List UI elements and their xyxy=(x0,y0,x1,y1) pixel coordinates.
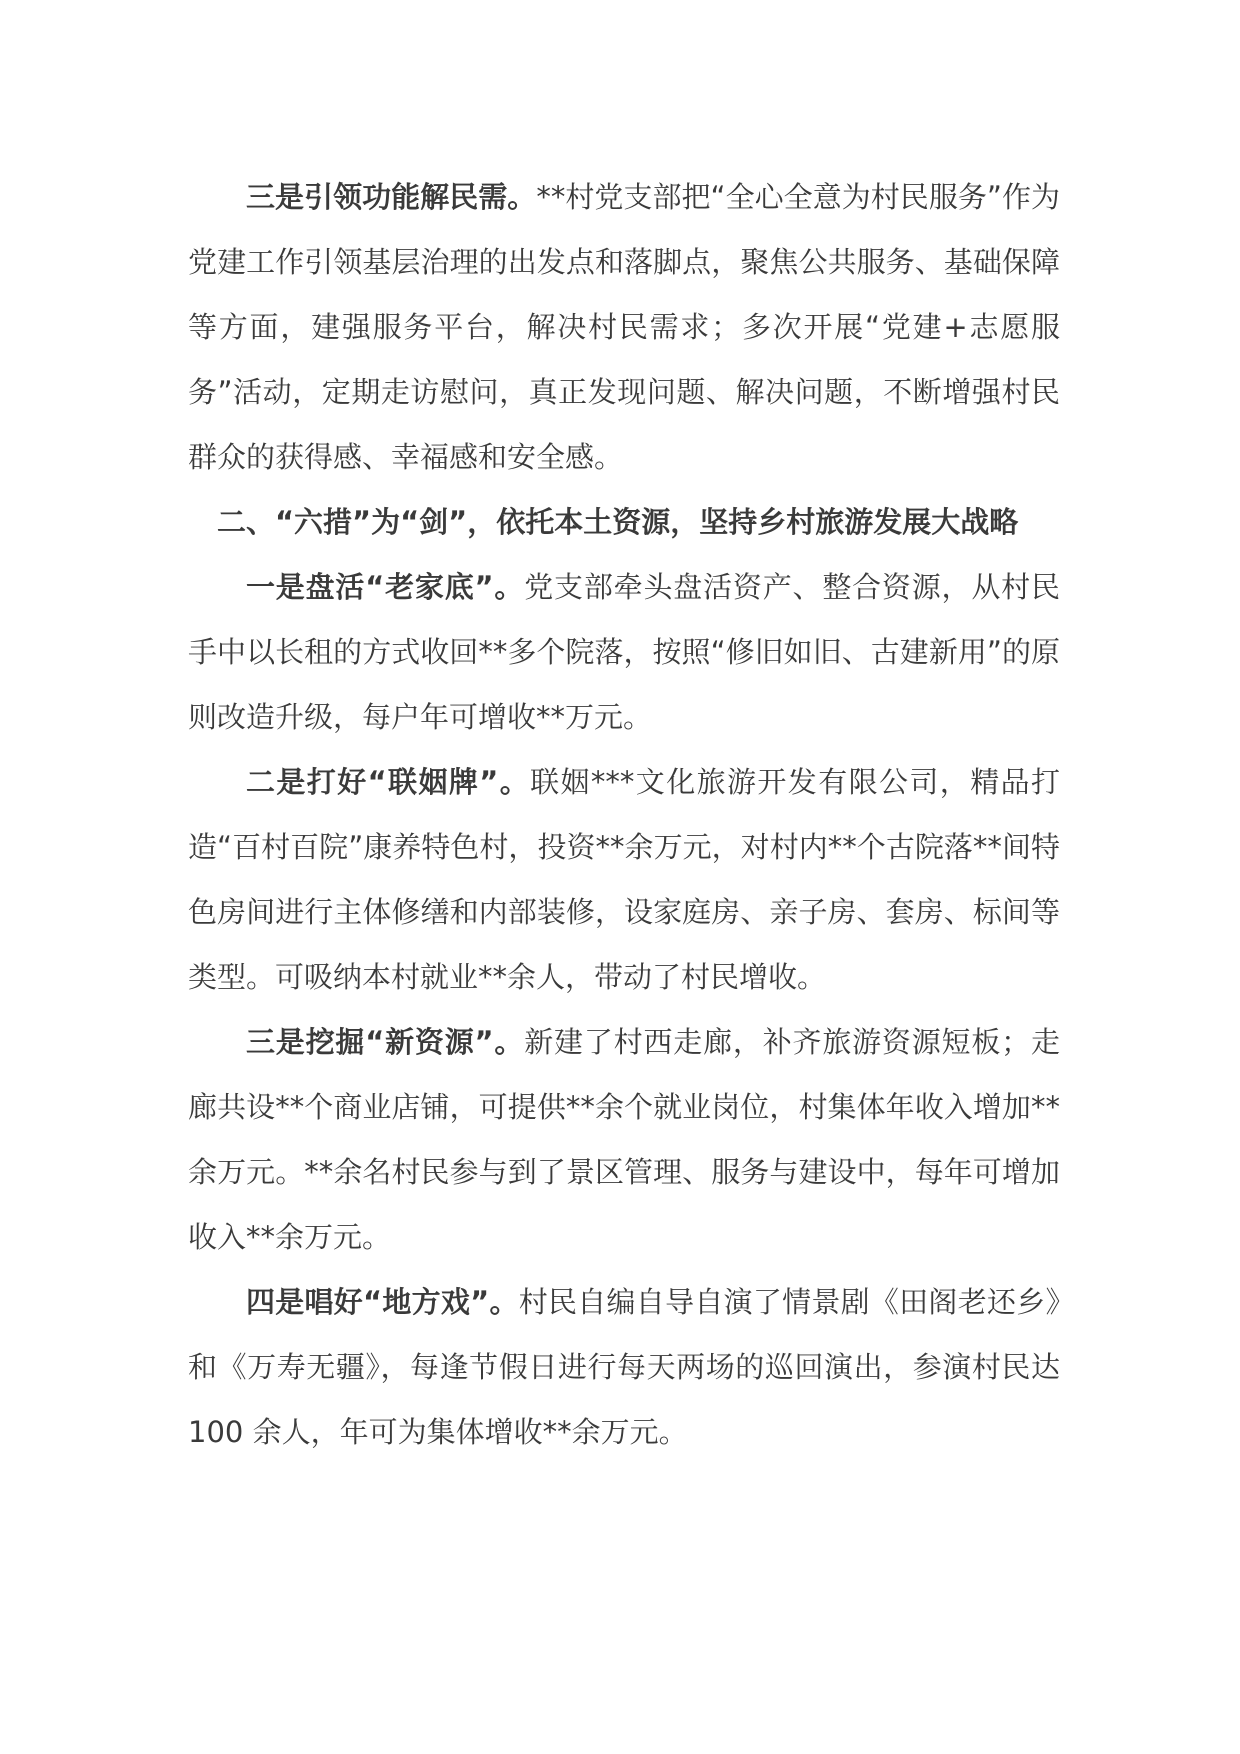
paragraph-body: 党支部牵头盘活资产、整合资源，从村民手中以长租的方式收回**多个院落，按照“修旧如旧、古建新用”的原则改造升级，每户年可增收**万元。 xyxy=(188,570,1060,734)
paragraph-body: 联姻***文化旅游开发有限公司，精品打造“百村百院”康养特色村，投资**余万元，对村内**个古院落**间特色房间进行主体修缮和内部装修，设家庭房、亲子房、套房、标间等类型。可吸纳本村就业**余人，带动了村民增收。 xyxy=(188,765,1060,994)
paragraph-lead: 三是挖掘“新资源”。 xyxy=(246,1025,525,1059)
paragraph-partnership xyxy=(188,750,1060,1010)
paragraph-body: 村民自编自导自演了情景剧《田阁老还乡》和《万寿无疆》，每逢节假日进行每天两场的巡回演出，参演村民达 100 余人，年可为集体增收**余万元。 xyxy=(188,1285,1060,1449)
paragraph-service-leadership xyxy=(188,165,1060,490)
paragraph-body: 新建了村西走廊，补齐旅游资源短板；走廊共设**个商业店铺，可提供**余个就业岗位，村集体年收入增加**余万元。**余名村民参与到了景区管理、服务与建设中，每年可增加收入**余万元。 xyxy=(188,1025,1060,1254)
paragraph-local-opera xyxy=(188,1270,1060,1465)
section-heading: 二、“六措”为“剑”，依托本土资源，坚持乡村旅游发展大战略 xyxy=(217,505,1019,539)
paragraph-body: **村党支部把“全心全意为村民服务”作为党建工作引领基层治理的出发点和落脚点，聚焦公共服务、基础保障等方面，建强服务平台，解决村民需求；多次开展“党建+志愿服务”活动，定期走访慰问，真正发现问题、解决问题，不断增强村民群众的获得感、幸福感和安全感。 xyxy=(188,180,1060,474)
paragraph-lead: 四是唱好“地方戏”。 xyxy=(246,1285,519,1319)
paragraph-revitalize-assets xyxy=(188,555,1060,750)
paragraph-lead: 二是打好“联姻牌”。 xyxy=(246,765,531,799)
paragraph-lead: 三是引领功能解民需。 xyxy=(246,180,537,214)
paragraph-lead: 一是盘活“老家底”。 xyxy=(246,570,525,604)
paragraph-new-resources xyxy=(188,1010,1060,1270)
